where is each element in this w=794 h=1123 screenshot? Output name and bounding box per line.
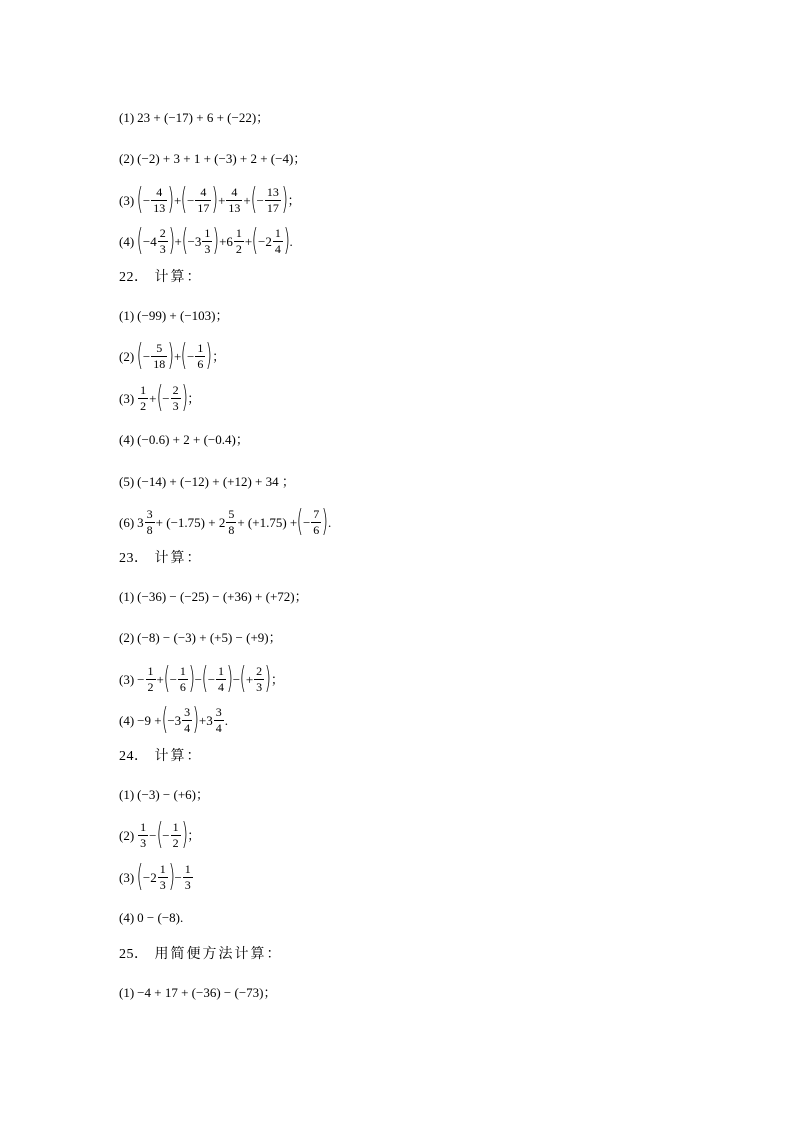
item-label: (2) [119, 348, 135, 364]
question-number: 22． [119, 270, 149, 285]
item-label: (4) [119, 909, 135, 925]
problem-23-2 [119, 617, 282, 657]
item-label: (4) [119, 712, 135, 728]
expression: (−0.6) + 2 + (−0.4)； [137, 431, 249, 447]
expression: (−3) − (+6)； [137, 786, 209, 802]
problem-22-4 [119, 419, 249, 459]
problem-23-4: (4) −9 + ( − 3 3 4 ) + 3 3 4 . [119, 702, 228, 737]
fraction: $\frac{1}{4}$ [218, 663, 225, 694]
item-label: (4) [119, 233, 135, 249]
item-label: (4) [119, 431, 135, 447]
fraction: $\frac{1}{2}$ [147, 663, 154, 694]
fraction: $\frac{2}{3}$ [256, 663, 263, 694]
item-label: (3) [119, 390, 135, 406]
problem-25-1 [119, 972, 276, 1012]
item-label: (3) [119, 869, 135, 885]
expression: −4 + 17 + (−36) − (−73)； [137, 984, 277, 1000]
question-title: 用简便方法计算： [154, 947, 283, 962]
question-title: 计算： [154, 270, 203, 285]
fraction: 1 4 [274, 225, 281, 256]
problem-24-4 [119, 897, 183, 937]
question-22-heading [119, 258, 203, 298]
problem-22-1 [119, 295, 228, 335]
fraction: 3 4 [215, 704, 222, 735]
item-label: (3) [119, 192, 135, 208]
item-label: (3) [119, 671, 135, 687]
fraction: $\frac{13}{17}$ [266, 184, 279, 215]
fraction: $\frac{1}{6}$ [197, 340, 204, 371]
question-number: 23． [119, 551, 149, 566]
item-label: (1) [119, 786, 135, 802]
item-label: (2) [119, 150, 135, 166]
fraction: $\frac{1}{3}$ [184, 861, 191, 892]
expression: (−36) − (−25) − (+36) + (+72)； [137, 588, 308, 604]
expression: (−99) + (−103)； [137, 307, 229, 323]
problem-22-2: (2) ( − $\frac{5}{18}$ ) + ( − $\frac{1}{6}$ ) ； [119, 338, 226, 373]
fraction: 2 3 [159, 225, 166, 256]
item-label: (6) [119, 514, 135, 530]
problem-23-1 [119, 576, 308, 616]
expression: 0 − (−8). [137, 909, 184, 925]
question-number: 25． [119, 947, 149, 962]
question-title: 计算： [154, 749, 203, 764]
question-24-heading [119, 737, 203, 777]
fraction: 1 2 [140, 382, 147, 413]
item-label: (2) [119, 827, 135, 843]
problem-21-3: (3) ( − $\frac{4}{13}$ ) + ( − $\frac{4}{17}$ ) + $\frac{4}{13}$ + ( − $\frac{13}{17}$ ) ； [119, 182, 301, 217]
fraction: 1 2 [235, 225, 242, 256]
fraction: 1 3 [140, 819, 147, 850]
question-23-heading [119, 539, 203, 579]
problem-21-1 [119, 97, 269, 137]
problem-24-2: (2) 1 3 − ( − $\frac{1}{2}$ ) ； [119, 817, 201, 852]
expression: (−14) + (−12) + (+12) + 34 ； [137, 473, 295, 489]
question-25-heading [119, 935, 283, 975]
fraction: $\frac{5}{18}$ [153, 340, 166, 371]
expression: (−8) − (−3) + (+5) − (+9)； [137, 629, 282, 645]
item-label: (1) [119, 109, 135, 125]
fraction: $\frac{1}{2}$ [172, 819, 179, 850]
fraction: 3 8 [146, 506, 153, 537]
fraction: 5 8 [228, 506, 235, 537]
item-label: (1) [119, 984, 135, 1000]
fraction: $\frac{4}{17}$ [197, 184, 210, 215]
fraction: 1 3 [204, 225, 211, 256]
problem-24-1 [119, 774, 209, 814]
fraction: $\frac{2}{3}$ [172, 382, 179, 413]
problem-23-3: (3) − $\frac{1}{2}$ + ( − $\frac{1}{6}$ ) − ( − $\frac{1}{4}$ ) − ( + $\frac{2}{3}$ ) ； [119, 661, 284, 696]
item-label: (2) [119, 629, 135, 645]
expression: (−2) + 3 + 1 + (−3) + 2 + (−4)； [137, 150, 307, 166]
problem-22-3: (3) 1 2 + ( − $\frac{2}{3}$ ) ； [119, 380, 201, 415]
problem-24-3: (3) ( − 2 1 3 ) − $\frac{1}{3}$ [119, 859, 191, 894]
question-title: 计算： [154, 551, 203, 566]
fraction: $\frac{4}{13}$ [228, 184, 241, 215]
item-label: (5) [119, 473, 135, 489]
item-label: (1) [119, 307, 135, 323]
problem-21-2 [119, 138, 306, 178]
question-number: 24． [119, 749, 149, 764]
fraction: $\frac{4}{13}$ [153, 184, 166, 215]
fraction: 3 4 [184, 704, 191, 735]
fraction: $\frac{1}{6}$ [179, 663, 186, 694]
fraction: $\frac{7}{6}$ [313, 506, 320, 537]
problem-22-5 [119, 461, 295, 501]
expression: 23 + (−17) + 6 + (−22)； [137, 109, 270, 125]
fraction: 1 3 [159, 861, 166, 892]
problem-21-4: (4) ( − 4 2 3 ) + ( − 3 1 3 ) + 6 1 2 + ( − 2 1 4 ) . [119, 223, 293, 258]
problem-22-6: (6) 3 3 8 + (−1.75) + 2 5 8 + (+1.75) + ( − $\frac{7}{6}$ ) . [119, 504, 332, 539]
item-label: (1) [119, 588, 135, 604]
